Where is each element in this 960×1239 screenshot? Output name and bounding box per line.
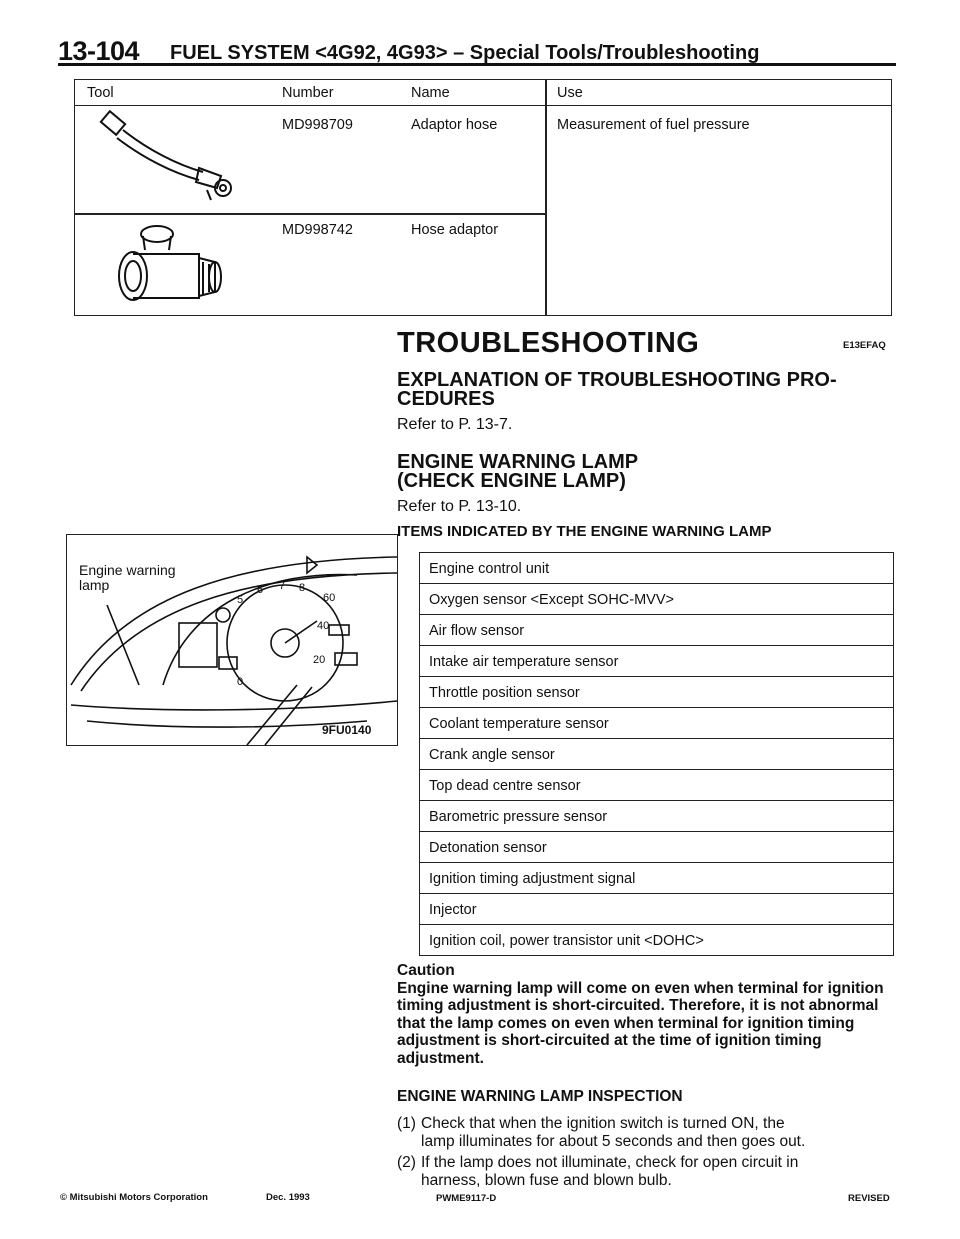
list-item: Intake air temperature sensor [420,646,893,677]
caution-title: Caution [397,962,455,979]
engine-lamp-heading-line1: ENGINE WARNING LAMP [397,451,639,473]
svg-text:40: 40 [317,620,330,632]
figure-code: 9FU0140 [322,723,372,737]
svg-text:0: 0 [237,676,244,688]
list-item: Barometric pressure sensor [420,801,893,832]
hose-adaptor-illustration [115,220,235,312]
engine-lamp-ref: Refer to P. 13-10. [397,498,522,515]
page-number: 13-104 [58,36,140,66]
step-text [421,1115,897,1151]
troubleshooting-heading: TROUBLESHOOTING [397,327,700,359]
list-item: Ignition coil, power transistor unit <DOHC> [429,933,704,949]
table-header-row [75,80,891,106]
step-number: (2) [397,1154,416,1171]
svg-text:60: 60 [323,592,336,604]
column-divider [545,80,547,315]
engine-lamp-heading-line2: (CHECK ENGINE LAMP) [397,470,626,492]
footer-copyright: © Mitsubishi Motors Corporation [60,1192,208,1203]
step-line: lamp illuminates for about 5 seconds and then goes out. [421,1133,806,1150]
step-text [421,1154,897,1190]
explanation-heading-line1: EXPLANATION OF TROUBLESHOOTING PRO- [397,369,837,391]
figure-label-line2: lamp [79,577,110,593]
figure-callout [79,563,176,593]
list-item: Oxygen sensor <Except SOHC-MVV> [420,584,893,615]
adaptor-hose-illustration [93,110,253,202]
svg-text:7: 7 [279,580,286,592]
items-table [419,552,894,956]
inspection-heading: ENGINE WARNING LAMP INSPECTION [397,1088,683,1105]
special-tools-table [74,79,892,316]
header-tool: Tool [87,85,114,101]
step-line: Check that when the ignition switch is turned ON, the [421,1115,785,1132]
list-item: Coolant temperature sensor [420,708,893,739]
footer-date: Dec. 1993 [266,1192,310,1203]
svg-text:20: 20 [313,654,326,666]
tool-number-1: MD998709 [282,117,353,133]
list-item: Crank angle sensor [420,739,893,770]
list-item: Throttle position sensor [420,677,893,708]
explanation-heading-line2: CEDURES [397,388,495,410]
tool-name-2: Hose adaptor [411,222,499,238]
header-name: Name [411,85,450,101]
list-item: Engine control unit [420,553,893,584]
page-title: FUEL SYSTEM <4G92, 4G93> – Special Tools/Troubleshooting [170,42,760,64]
items-heading: ITEMS INDICATED BY THE ENGINE WARNING LAMP [397,523,772,540]
caution-text: Engine warning lamp will come on even when terminal for ignition timing adjustment is short-circuited. Therefore, it is not abnormal that the lamp comes on even when terminal for ignition timing adjustment is short-circuited at the time of ignition timing adjustment. [397,979,884,1067]
section-code: E13EFAQ [843,340,886,351]
tool-number-2: MD998742 [282,222,353,238]
list-item: Injector [420,894,893,925]
list-item: Ignition timing adjustment signal [420,863,893,894]
list-item: Detonation sensor [420,832,893,863]
row-divider [75,213,545,215]
figure-label-line1: Engine warning [79,562,176,578]
svg-text:8: 8 [299,582,306,594]
list-item: Top dead centre sensor [420,770,893,801]
tool-name-1: Adaptor hose [411,117,498,133]
page-header [58,36,896,66]
step-number: (1) [397,1115,416,1132]
explanation-ref: Refer to P. 13-7. [397,416,513,433]
caution-block [397,962,897,1068]
header-number: Number [282,85,334,101]
tool-use: Measurement of fuel pressure [557,117,750,133]
footer-doc-code: PWME9117-D [436,1193,497,1204]
footer-status: REVISED [848,1193,890,1204]
step-line: harness, blown fuse and blown bulb. [421,1172,672,1189]
svg-text:6: 6 [257,584,264,596]
svg-text:5: 5 [237,594,244,606]
list-item: Air flow sensor [420,615,893,646]
header-use: Use [557,85,583,101]
step-line: If the lamp does not illuminate, check for open circuit in [421,1154,799,1171]
instrument-cluster-figure [66,534,398,746]
